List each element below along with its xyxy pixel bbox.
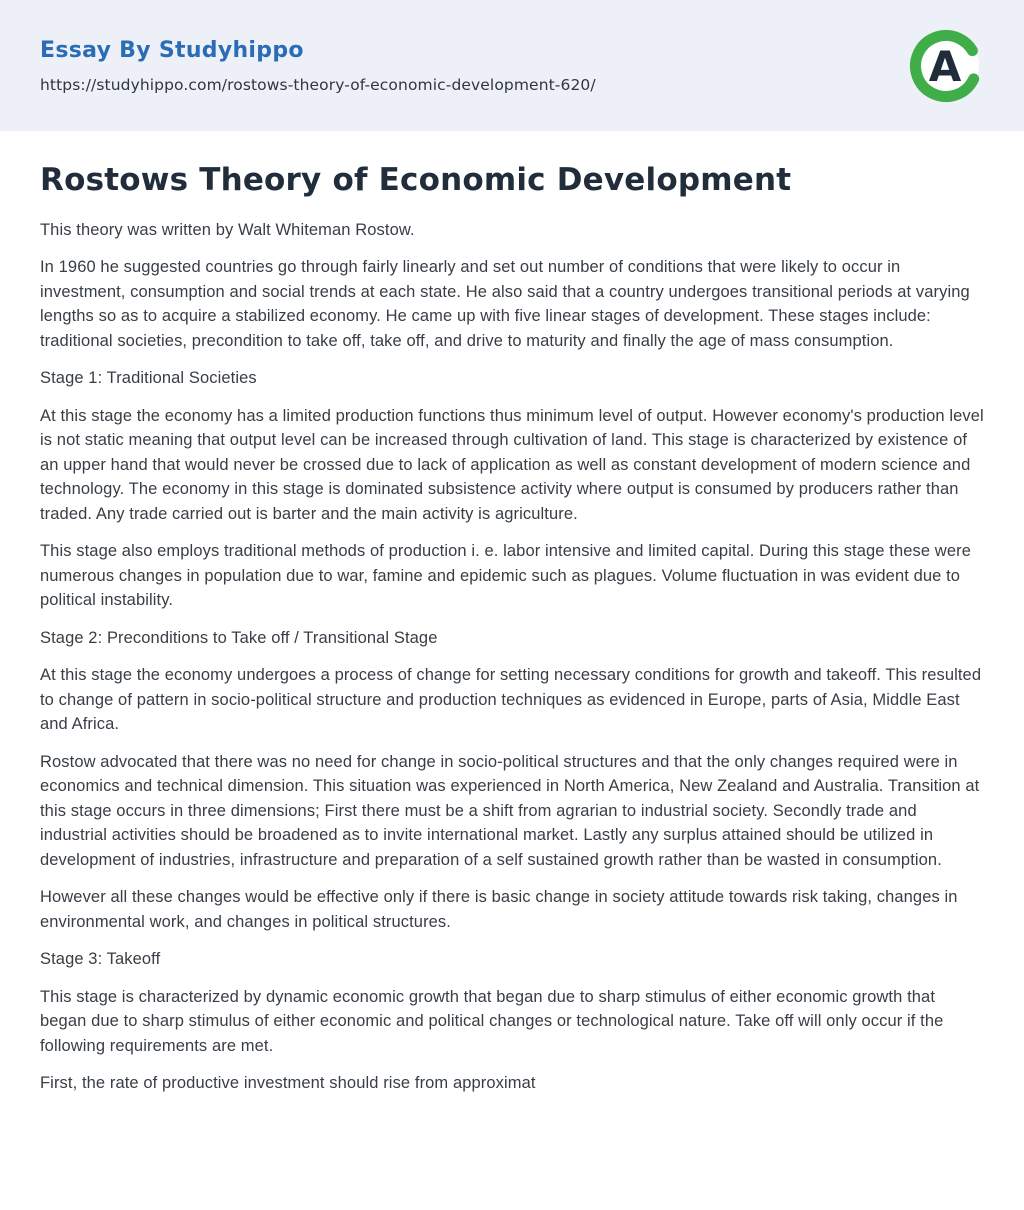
paragraph-stage1-b: This stage also employs traditional methods of production i. e. labor intensive and limited capital. During this stage these were numerous changes in population due to war, famine and epidemic such as plagues. Volume fluctuation in was evident due to political instability. [40,542,971,610]
page-header [0,0,1024,131]
paragraph-stage1-a: At this stage the economy has a limited production functions thus minimum level of output. However economy's production level is not static meaning that output level can be increased through cultivation of land. This stage is characterized by existence of an upper hand that would never be crossed due to lack of application as well as constant development of modern science and technology. The economy in this stage is dominated subsistence activity where output is consumed by producers rather than traded. Any trade carried out is barter and the main activity is agriculture. [40,406,984,523]
paragraph-stage2-b: Rostow advocated that there was no need for change in socio-political structures and that the only changes required were in economics and technical dimension. This situation was experienced in North America, New Zealand and Australia. Transition at this stage occurs in three dimensions; First there must be a shift from agrarian to industrial society. Secondly trade and industrial activities should be broadened as to invite international market. Lastly any surplus attained should be utilized in development of industries, infrastructure and preparation of a self sustained growth rather than be wasted in consumption. [40,752,980,869]
stage-1-heading: Stage 1: Traditional Societies [40,369,257,388]
paragraph-stage3-a: This stage is characterized by dynamic economic growth that began due to sharp stimulus of either economic growth that began due to sharp stimulus of either economic and political changes or technological nature. Take off will only occur if the following requirements are met. [40,987,944,1055]
studyhippo-logo[interactable] [908,28,984,104]
brand-title: Essay By Studyhippo [40,37,304,63]
logo-letter: A [928,41,962,91]
paragraph-stage2-c: However all these changes would be effective only if there is basic change in society attitude towards risk taking, changes in environmental work, and changes in political structures. [40,888,958,931]
essay-content [0,131,1024,1096]
paragraph-stage3-b-truncated: First, the rate of productive investment should rise from approximat [40,1074,536,1093]
stage-2-heading: Stage 2: Preconditions to Take off / Transitional Stage [40,628,438,647]
paragraph-stage2-a: At this stage the economy undergoes a process of change for setting necessary conditions for growth and takeoff. This resulted to change of pattern in socio-political structure and production techniques as evidenced in Europe, parts of Asia, Middle East and Africa. [40,666,982,734]
paragraph-overview: In 1960 he suggested countries go through fairly linearly and set out number of conditions that were likely to occur in investment, consumption and social trends at each state. He also said that a country undergoes transitional periods at varying lengths so as to acquire a stabilized economy. He came up with five linear stages of development. These stages include: traditional societies, precondition to take off, take off, and drive to maturity and finally the age of mass consumption. [40,258,970,350]
essay-title: Rostows Theory of Economic Development [40,162,792,198]
stage-3-heading: Stage 3: Takeoff [40,950,161,969]
source-url-link[interactable]: https://studyhippo.com/rostows-theory-of-economic-development-620/ [40,75,596,94]
logo-ring-icon [908,28,984,104]
paragraph-intro: This theory was written by Walt Whiteman Rostow. [40,220,415,239]
header-text-block [40,38,596,94]
